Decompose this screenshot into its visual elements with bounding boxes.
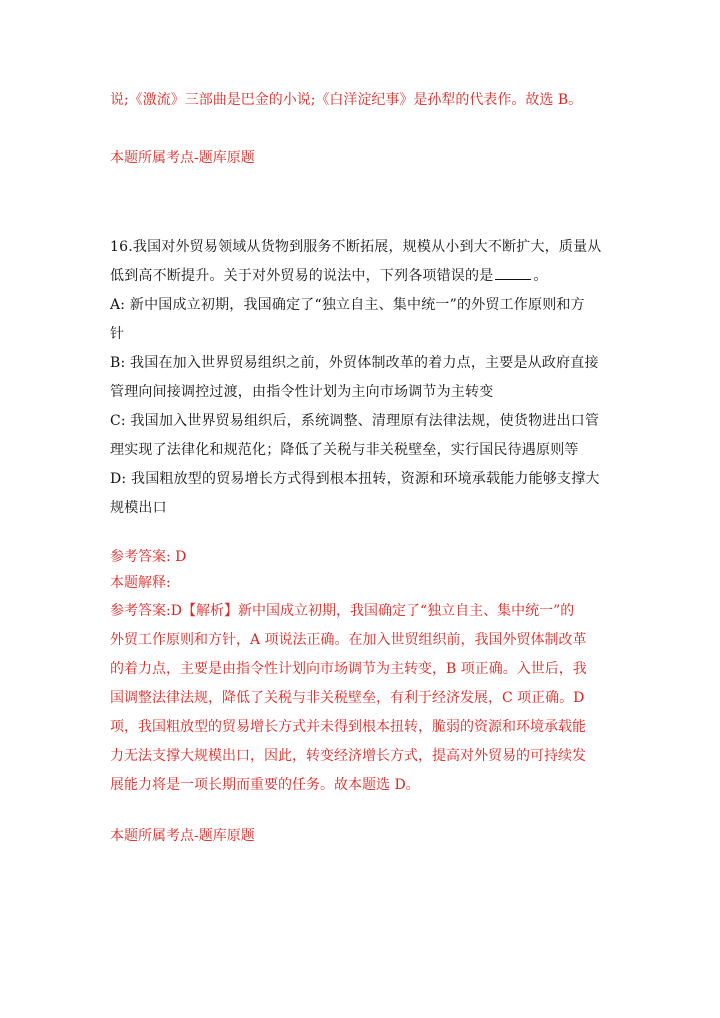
reference-answer: 参考答案: D: [110, 549, 187, 565]
explanation-line: 展能力将是一项长期而重要的任务。故本题选 D。: [110, 777, 420, 793]
option-c-line-2: 理实现了法律化和规范化；降低了关税与非关税壁垒，实行国民待遇原则等: [110, 442, 579, 458]
explanation-label: 本题解释:: [110, 575, 171, 591]
explanation-line: 的着力点，主要是由指令性计划向市场调节为主转变，B 项正确。入世后，我: [110, 661, 587, 677]
option-a-line-1: A: 新中国成立初期，我国确定了“独立自主、集中统一”的外贸工作原则和方: [110, 297, 585, 313]
option-a-line-2: 针: [110, 326, 125, 342]
explanation-line: 项，我国粗放型的贸易增长方式并未得到根本扭转，脆弱的资源和环境承载能: [110, 719, 586, 735]
question-16: [110, 233, 620, 523]
option-d-line-1: D: 我国粗放型的贸易增长方式得到根本扭转，资源和环境承载能力能够支撑大: [110, 471, 600, 487]
explanation-line: 参考答案:D【解析】新中国成立初期，我国确定了“独立自主、集中统一”的: [110, 603, 575, 619]
answer-blank: [495, 267, 531, 280]
previous-explanation-tail: 说;《激流》三部曲是巴金的小说;《白洋淀纪事》是孙犁的代表作。故选 B。: [110, 92, 583, 108]
option-b-line-1: B: 我国在加入世界贸易组织之前，外贸体制改革的着力点，主要是从政府直接: [110, 355, 599, 371]
answer-header: [110, 544, 620, 571]
explanation-line: 国调整法律法规，降低了关税与非关税壁垒，有利于经济发展，C 项正确。D: [110, 690, 585, 706]
question-stem-line-1: 16.我国对外贸易领域从货物到服务不断拓展，规模从小到大不断扩大，质量从: [110, 239, 602, 255]
option-b-line-2: 管理向间接调控过渡，由指令性计划为主向市场调节为主转变: [110, 384, 494, 400]
explanation-line: 外贸工作原则和方针，A 项说法正确。在加入世贸组织前，我国外贸体制改革: [110, 632, 587, 648]
bottom-source-note: 本题所属考点-题库原题: [110, 828, 255, 844]
option-c-line-1: C: 我国加入世界贸易组织后，系统调整、清理原有法律法规，使货物进出口管: [110, 413, 600, 429]
question-stem-text: 低到高不断提升。关于对外贸易的说法中，下列各项错误的是: [110, 268, 494, 284]
previous-source-note: 本题所属考点-题库原题: [110, 150, 255, 166]
explanation-line: 力无法支撑大规模出口，因此，转变经济增长方式，提高对外贸易的可持续发: [110, 748, 586, 764]
question-stem-line-2: [110, 262, 620, 291]
question-stem-end: 。: [533, 268, 548, 284]
option-d-line-2: 规模出口: [110, 500, 167, 516]
explanation-body: [110, 597, 620, 800]
